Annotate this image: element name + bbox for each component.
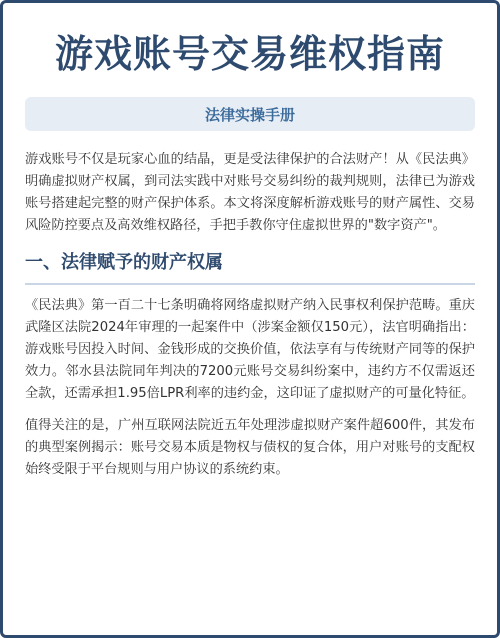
page-subtitle: 法律实操手册 [204, 105, 295, 124]
section-paragraph: 《民法典》第一百二十七条明确将网络虚拟财产纳入民事权利保护范畴。重庆武隆区法院2024年审理的一起案件中（涉案金额仅150元），法官明确指出：游戏账号因投入时间、金钱形成的交换价值，依法享有与传统财产同等的保护效力。邻水县法院同年判决的7200元账号交易纠纷案中，违约方不仅需返还全款，还需承担1.95倍LPR利率的违约金，这印证了虚拟财产的可量化特征。 [25, 298, 475, 401]
subtitle-banner [25, 97, 475, 131]
section-divider [25, 283, 475, 285]
section-heading: 一、法律赋予的财产权属 [25, 252, 223, 273]
intro-paragraph: 游戏账号不仅是玩家心血的结晶，更是受法律保护的合法财产！从《民法典》明确虚拟财产权属，到司法实践中对账号交易纠纷的裁判规则，法律已为游戏账号搭建起完整的财产保护体系。本文将深度解析游戏账号的财产属性、交易风险防控要点及高效维权路径，手把手教你守住虚拟世界的"数字资产"。 [25, 152, 475, 233]
page-title: 游戏账号交易维权指南 [54, 32, 445, 76]
section-paragraph: 值得关注的是，广州互联网法院近五年处理涉虚拟财产案件超600件，其发布的典型案例揭示：账号交易本质是物权与债权的复合体，用户对账号的支配权始终受限于平台规则与用户协议的系统约束。 [25, 418, 475, 477]
